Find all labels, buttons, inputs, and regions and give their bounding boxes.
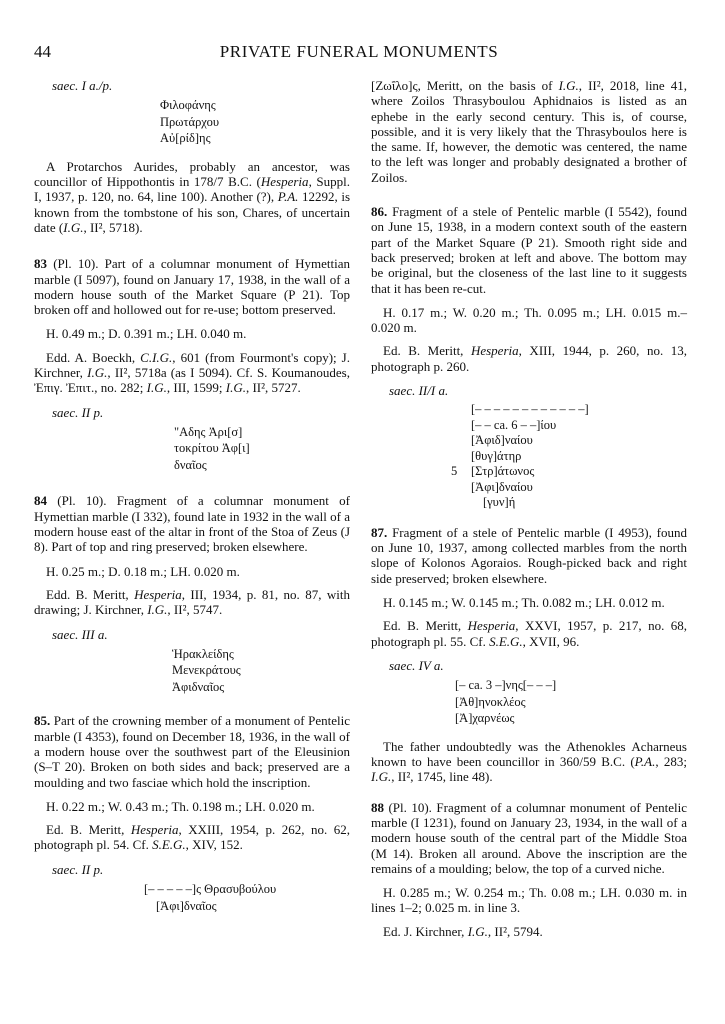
entry-84-editions: Edd. B. Meritt, Hesperia, III, 1934, p. 81, no. 87, with drawing; J. Kirchner, I.G., II², 5747. (34, 586, 350, 618)
entry-87-commentary: The father undoubtedly was the Athenokles Acharneus known to have been councillor in 360/59 B.C. (P.A., 283; I.G., II², 1745, line 48). (371, 738, 687, 785)
inscription-line: [γυν]ή (483, 495, 516, 510)
entry-83-description: 83 (Pl. 10). Part of a columnar monument of Hymettian marble (I 5097), found on January 17, 1938, in the wall of a modern house south of the Market Square (P 21). Top broken off and hollowed out for re-use; bottom preserved. (34, 256, 350, 318)
inscription-line: δναῖος (174, 457, 207, 472)
entry-88-dimensions: H. 0.285 m.; W. 0.254 m.; Th. 0.08 m.; LH. 0.030 m. in lines 1–2; 0.025 m. in line 3. (371, 885, 687, 916)
saec-label: saec. I a./p. (52, 78, 113, 93)
inscription-line: [Ἀφι]δναῖος (156, 898, 217, 913)
left-column (34, 78, 350, 926)
inscription-line: τοκρίτου Ἀφ[ι] (174, 441, 250, 456)
inscription-line: Ἡρακλείδης (172, 646, 234, 661)
entry-83-editions: Edd. A. Boeckh, C.I.G., 601 (from Fourmont's copy); J. Kirchner, I.G., II², 5718a (as I 5094). Cf. S. Koumanoudes, Ἐπιγ. Ἐπιτ., no. 282; I.G., III, 1599; I.G., II², 5727. (34, 349, 350, 396)
saec-label: saec. II p. (52, 861, 104, 877)
entry-87-dimensions: H. 0.145 m.; W. 0.145 m.; Th. 0.082 m.; LH. 0.012 m. (383, 595, 665, 611)
saec-label: saec. IV a. (389, 657, 444, 673)
page-number: 44 (34, 42, 51, 61)
entry-86-editions: Ed. B. Meritt, Hesperia, XIII, 1944, p. 260, no. 13, photograph p. 260. (371, 343, 687, 374)
inscription-text (34, 646, 350, 696)
entry-86-dimensions: H. 0.17 m.; W. 0.20 m.; Th. 0.095 m.; LH. 0.015 m.–0.020 m. (371, 304, 687, 336)
entry-86-description: 86. Fragment of a stele of Pentelic marble (I 5542), found on June 15, 1938, in a modern context south of the eastern part of the Market Square (P 21). Smooth right side and back preserved; broken at left and above. The bottom may be original, but the closeness of the last line to it suggests that it has been re-cut. (371, 204, 687, 296)
continuation-paragraph: [Ζωΐλο]ς, Meritt, on the basis of I.G., II², 2018, line 41, where Zoilos Thrasyboulou Aphidnaios is listed as an ephebe in the early second century. This is, of course, possible, and it is very likely that the Thrasyboulos here is the same. If, however, the demotic was centered, the name to the left was longer and probably designated a brother of Zoilos. (371, 78, 687, 185)
entry-85-editions: Ed. B. Meritt, Hesperia, XXIII, 1954, p. 262, no. 62, photograph pl. 54. Cf. S.E.G., XIV, 152. (34, 822, 350, 853)
inscription-line: [– – – – –]ς Θρασυβούλου (144, 882, 277, 896)
inscription-line: Αὐ[ρίδ]ης (160, 131, 211, 146)
saec-label: saec. III a. (52, 626, 108, 642)
entry-84-dimensions: H. 0.25 m.; D. 0.18 m.; LH. 0.020 m. (46, 563, 240, 579)
inscription-line: [– – ca. 6 – –]ίου (471, 417, 557, 432)
saec-label: saec. II p. (52, 404, 104, 420)
entry-85-dimensions: H. 0.22 m.; W. 0.43 m.; Th. 0.198 m.; LH. 0.020 m. (46, 798, 315, 814)
inscription-text (371, 402, 687, 511)
line-number: 5 (451, 464, 458, 479)
inscription-line: Ἀφιδναῖος (172, 679, 225, 694)
inscription-line: Πρωτάρχου (160, 114, 220, 129)
entry-87-editions: Ed. B. Meritt, Hesperia, XXVI, 1957, p. 217, no. 68, photograph pl. 55. Cf. S.E.G., XVII, 96. (371, 618, 688, 649)
inscription-line: "Αδης Ἀρι[σ] (174, 424, 243, 439)
inscription-line: [Ἀ]χαρνέως (455, 711, 515, 726)
entry-88-description: 88 (Pl. 10). Fragment of a columnar monument of Pentelic marble (I 1231), found on January 23, 1934, in the wall of a modern house south of the central part of the Middle Stoa (M 14). Broken all around. Above the inscription are the remains of a moulding; below, the top of a curved niche. (371, 799, 687, 876)
inscription-text (34, 97, 350, 147)
page-header (34, 42, 684, 64)
running-title: PRIVATE FUNERAL MONUMENTS (219, 42, 499, 61)
inscription-line: [– – – – – – – – – – – –] (471, 402, 589, 417)
inscription-line: [Ἀφιδ]ναίου (471, 433, 533, 448)
inscription-line: [Ἀφι]δναίου (471, 479, 533, 494)
inscription-line: 5 [Στρ]άτωνος (451, 464, 535, 479)
entry-85-description: 85. Part of the crowning member of a monument of Pentelic marble (I 4353), found on December 18, 1936, in the wall of a modern house over the southwest part of the Eleusinion (S–T 20). Broken on both sides and back; preserved are a moulding and two fasciae which hold the inscription. (34, 713, 350, 790)
inscription-line: [Ἀθ]ηνοκλέος (455, 694, 526, 709)
inscription-text (34, 881, 350, 914)
inscription-text (371, 677, 687, 727)
inscription-line: [– ca. 3 –]νης[– – –] (455, 678, 557, 693)
right-column (371, 78, 687, 948)
commentary-paragraph: A Protarchos Aurides, probably an ancestor, was councillor of Hippothontis in 178/7 B.C. (Hesperia, Suppl. I, 1937, p. 120, no. 64, line 100). Another (?), P.A. 12292, is known from the tombstone of his son, Chares, of uncertain date (I.G., II², 5718). (34, 158, 351, 235)
entry-88-editions: Ed. J. Kirchner, I.G., II², 5794. (383, 923, 543, 939)
inscription-line: [θυγ]άτηρ (471, 448, 522, 463)
saec-label: saec. II/I a. (389, 383, 449, 399)
entry-87-description: 87. Fragment of a stele of Pentelic marble (I 4953), found on June 10, 1937, among collected marbles from the north slope of Kolonos Agoraios. Rough-picked back and right side preserved; broken elsewhere. (371, 524, 687, 586)
inscription-text (34, 424, 350, 474)
entry-83-dimensions: H. 0.49 m.; D. 0.391 m.; LH. 0.040 m. (46, 326, 247, 342)
inscription-line: Φιλοφάνης (160, 98, 216, 113)
entry-84-description: 84 (Pl. 10). Fragment of a columnar monument of Hymettian marble (I 332), found late in 1932 in the wall of a modern house east of the altar in front of the Stoa of Zeus (J 8). Part of top and ring preserved; broken elsewhere. (34, 493, 350, 555)
inscription-line: Μενεκράτους (172, 663, 241, 678)
